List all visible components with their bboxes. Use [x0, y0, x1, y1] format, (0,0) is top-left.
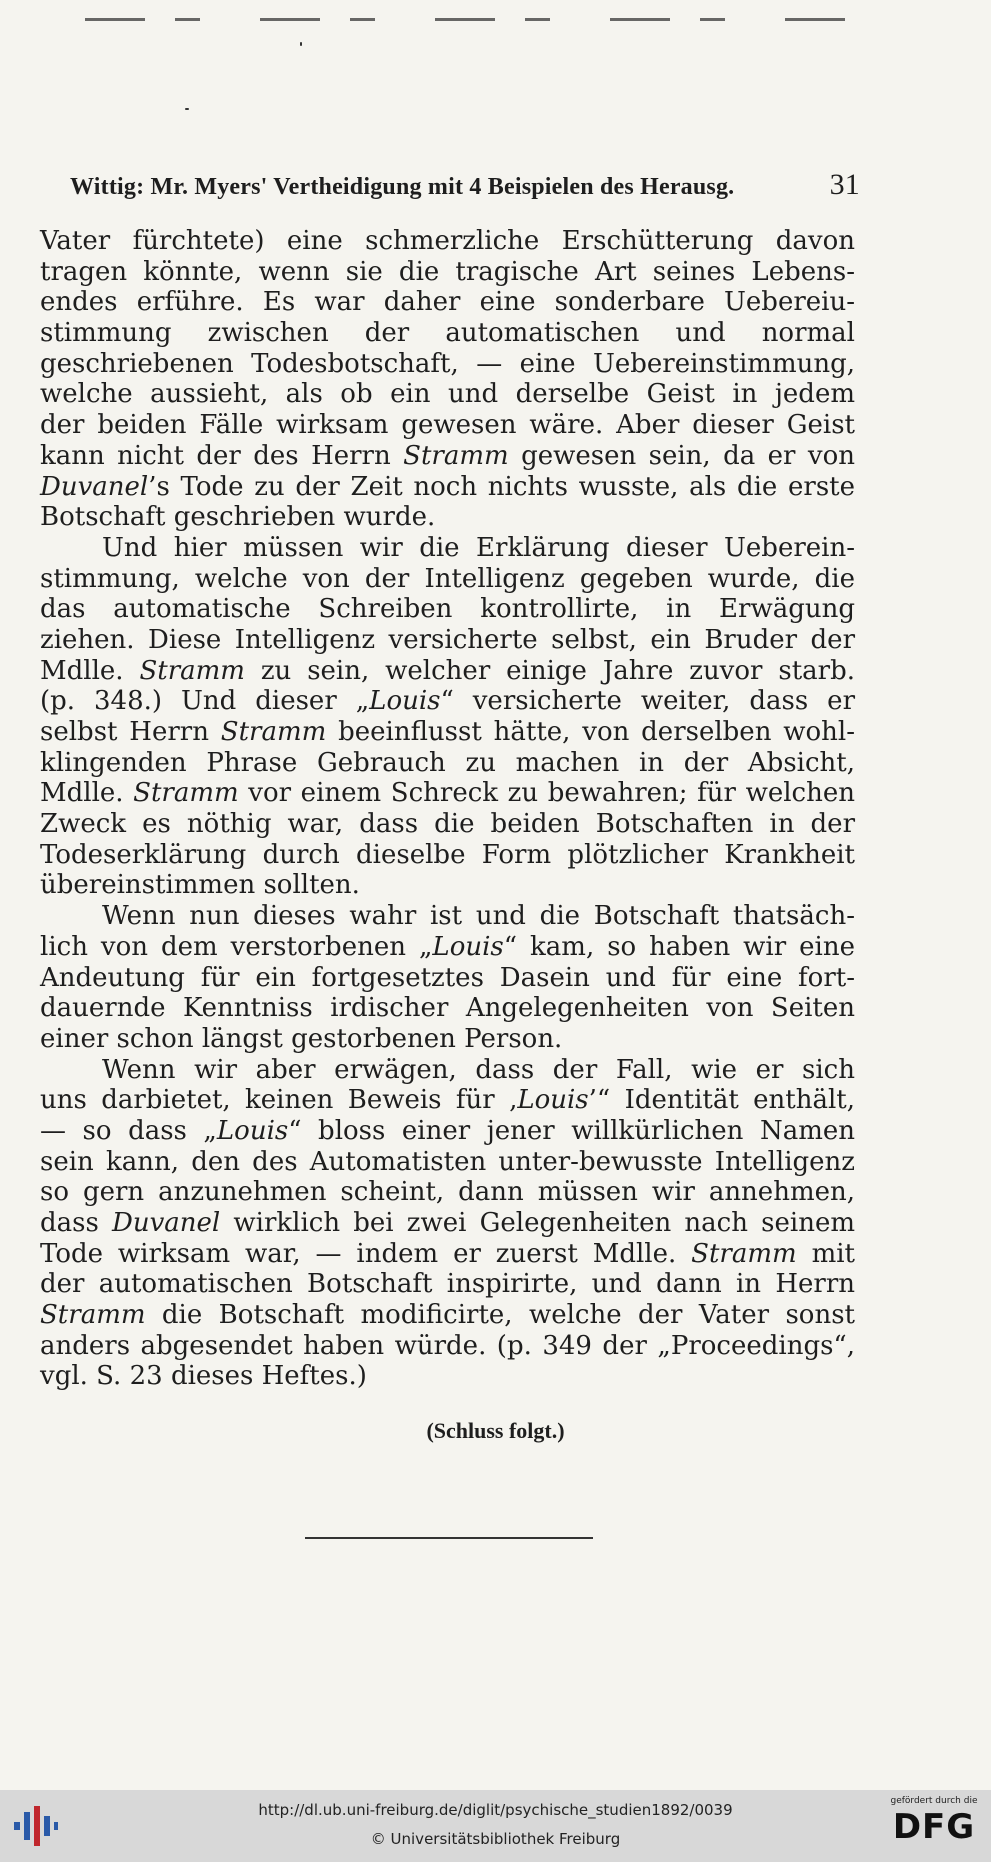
source-url-link[interactable]: http://dl.ub.uni-freiburg.de/diglit/psychische_studien1892/0039 — [258, 1801, 733, 1819]
text-line — [40, 318, 855, 349]
text-segment: der automatischen Botschaft inspirirte, und dann in Herrn — [40, 1269, 855, 1300]
text-line — [40, 472, 855, 503]
text-segment: der beiden Fälle wirksam gewesen wäre. Aber dieser Geist — [40, 410, 855, 441]
text-segment: welche aussieht, als ob ein und derselbe Geist in jedem — [40, 379, 855, 410]
copyright-text: © Universitätsbibliothek Freiburg — [370, 1830, 621, 1848]
page-number: 31 — [829, 168, 860, 201]
running-head — [70, 168, 860, 208]
text-segment: “ kam, so haben wir eine — [503, 931, 856, 962]
text-line — [40, 287, 855, 318]
italic-name: Louis — [432, 931, 504, 962]
text-line — [40, 686, 855, 717]
text-segment: sein kann, den des Automatisten unter-bewusste Intelligenz — [40, 1146, 855, 1177]
text-segment: zu sein, welcher einige Jahre zuvor starb. — [244, 655, 855, 686]
dfg-logo-text: DFG — [892, 1807, 976, 1847]
text-line — [40, 257, 855, 288]
text-line — [40, 778, 855, 809]
text-segment: geschriebenen Todesbotschaft, — eine Uebereinstimmung, — [40, 348, 855, 379]
text-line — [40, 1331, 855, 1362]
text-line — [40, 840, 855, 871]
text-line — [40, 656, 855, 687]
text-line — [40, 932, 855, 963]
text-segment: endes erführe. Es war daher eine sonderbare Uebereiu- — [40, 287, 855, 318]
text-line — [40, 1177, 855, 1208]
speck — [300, 42, 302, 46]
text-line — [40, 502, 855, 533]
text-line — [40, 1239, 855, 1270]
text-segment: Mdlle. — [40, 655, 140, 686]
text-line — [40, 1269, 855, 1300]
text-segment: — so dass „ — [40, 1115, 217, 1146]
text-line — [40, 1208, 855, 1239]
text-segment: wirklich bei zwei Gelegenheiten nach seinem — [220, 1208, 855, 1238]
top-edge-noise — [85, 18, 865, 21]
dfg-logo — [889, 1796, 979, 1856]
text-segment: so gern anzunehmen scheint, dann müssen wir annehmen, — [40, 1177, 855, 1208]
text-line — [40, 1361, 855, 1392]
text-line — [40, 349, 855, 380]
italic-name: Stramm — [691, 1238, 797, 1269]
text-line — [40, 410, 855, 441]
text-segment: Mdlle. — [40, 778, 134, 809]
footer-bar — [0, 1790, 991, 1862]
italic-name: Louis — [216, 1115, 289, 1146]
text-line — [40, 1147, 855, 1178]
italic-name: Stramm — [220, 717, 327, 747]
text-segment: die Botschaft modificirte, welche der Vater sonst — [145, 1300, 855, 1331]
text-segment: Botschaft geschrieben wurde. — [40, 502, 436, 533]
text-segment: Tode wirksam war, — indem er zuerst Mdlle. — [40, 1238, 692, 1269]
italic-name: Duvanel — [40, 471, 149, 502]
text-line — [40, 1055, 855, 1086]
text-segment: übereinstimmen sollten. — [40, 870, 360, 901]
text-line — [40, 625, 855, 656]
text-segment: lich von dem verstorbenen „ — [40, 931, 433, 962]
body-text — [40, 226, 855, 1392]
text-line — [40, 1300, 855, 1331]
italic-name: Stramm — [40, 1300, 146, 1331]
text-line — [40, 441, 855, 472]
text-segment: “ bloss einer jener willkürlichen Namen — [288, 1115, 856, 1146]
text-line — [40, 379, 855, 410]
text-segment: ziehen. Diese Intelligenz versicherte selbst, ein Bruder der — [40, 624, 855, 655]
text-segment: einer schon längst gestorbenen Person. — [40, 1023, 563, 1054]
text-segment: “ versicherte weiter, dass er — [440, 686, 855, 717]
text-segment: stimmung zwischen der automatischen und normal — [40, 318, 855, 349]
text-segment: selbst Herrn — [40, 717, 221, 747]
text-line — [40, 993, 855, 1024]
italic-name: Louis — [369, 686, 441, 717]
text-segment: ’s Tode zu der Zeit noch nichts wusste, als die erste — [148, 471, 855, 502]
text-line — [40, 748, 855, 779]
text-line — [40, 809, 855, 840]
text-segment: Und hier müssen wir die Erklärung dieser Ueberein- — [102, 532, 855, 563]
italic-name: Stramm — [133, 778, 239, 809]
text-line — [40, 594, 855, 625]
text-line — [40, 1024, 855, 1055]
italic-name: Stramm — [139, 655, 245, 686]
text-segment: vor einem Schreck zu bewahren; für welchen — [238, 778, 855, 809]
speck — [185, 108, 189, 110]
text-segment: dass — [40, 1208, 112, 1238]
text-segment: Wenn wir aber erwägen, dass der Fall, wie er sich — [102, 1054, 855, 1085]
text-segment: tragen könnte, wenn sie die tragische Art seines Lebens- — [40, 256, 855, 287]
funding-note: gefördert durch die — [890, 1796, 978, 1806]
text-line — [40, 717, 855, 748]
text-segment: Todeserklärung durch dieselbe Form plötzlicher Krankheit — [40, 839, 855, 870]
text-line — [40, 963, 855, 994]
text-segment: (p. 348.) Und dieser „ — [40, 686, 370, 717]
italic-name: Stramm — [403, 440, 509, 471]
text-segment: gewesen sein, da er von — [508, 440, 855, 471]
text-segment: dauernde Kenntniss irdischer Angelegenheiten von Seiten — [40, 993, 855, 1024]
text-segment: klingenden Phrase Gebrauch zu machen in der Absicht, — [40, 747, 855, 778]
text-segment: ’“ Identität enthält, — [588, 1085, 856, 1116]
text-line — [40, 1085, 855, 1116]
text-line — [40, 870, 855, 901]
text-line — [40, 1116, 855, 1147]
italic-name: Duvanel — [112, 1208, 221, 1238]
text-segment: anders abgesendet haben würde. (p. 349 der „Proceedings“, — [40, 1330, 855, 1361]
closing-note: (Schluss folgt.) — [426, 1418, 565, 1443]
text-segment: vgl. S. 23 dieses Heftes.) — [40, 1361, 367, 1392]
text-segment: uns darbietet, keinen Beweis für ‚ — [40, 1085, 518, 1116]
text-segment: Wenn nun dieses wahr ist und die Botschaft thatsäch- — [102, 901, 855, 932]
text-segment: das automatische Schreiben kontrollirte, in Erwägung — [40, 594, 855, 625]
running-head-title: Wittig: Mr. Myers' Vertheidigung mit 4 Beispielen des Herausg. — [70, 174, 735, 200]
text-segment: stimmung, welche von der Intelligenz gegeben wurde, die — [40, 563, 855, 594]
text-line — [40, 901, 855, 932]
text-line — [40, 533, 855, 564]
text-segment: mit — [796, 1238, 855, 1269]
italic-name: Louis — [517, 1085, 589, 1116]
text-segment: Zweck es nöthig war, dass die beiden Botschaften in der — [40, 809, 855, 840]
text-segment: Andeutung für ein fortgesetztes Dasein und für eine fort- — [40, 962, 855, 993]
text-segment: Vater fürchtete) eine schmerzliche Erschütterung davon — [40, 226, 855, 256]
text-segment: beeinflusst hätte, von derselben wohl- — [326, 717, 856, 747]
text-line — [40, 564, 855, 595]
text-line — [40, 226, 855, 257]
end-rule — [305, 1537, 593, 1539]
text-segment: kann nicht der des Herrn — [40, 440, 404, 471]
